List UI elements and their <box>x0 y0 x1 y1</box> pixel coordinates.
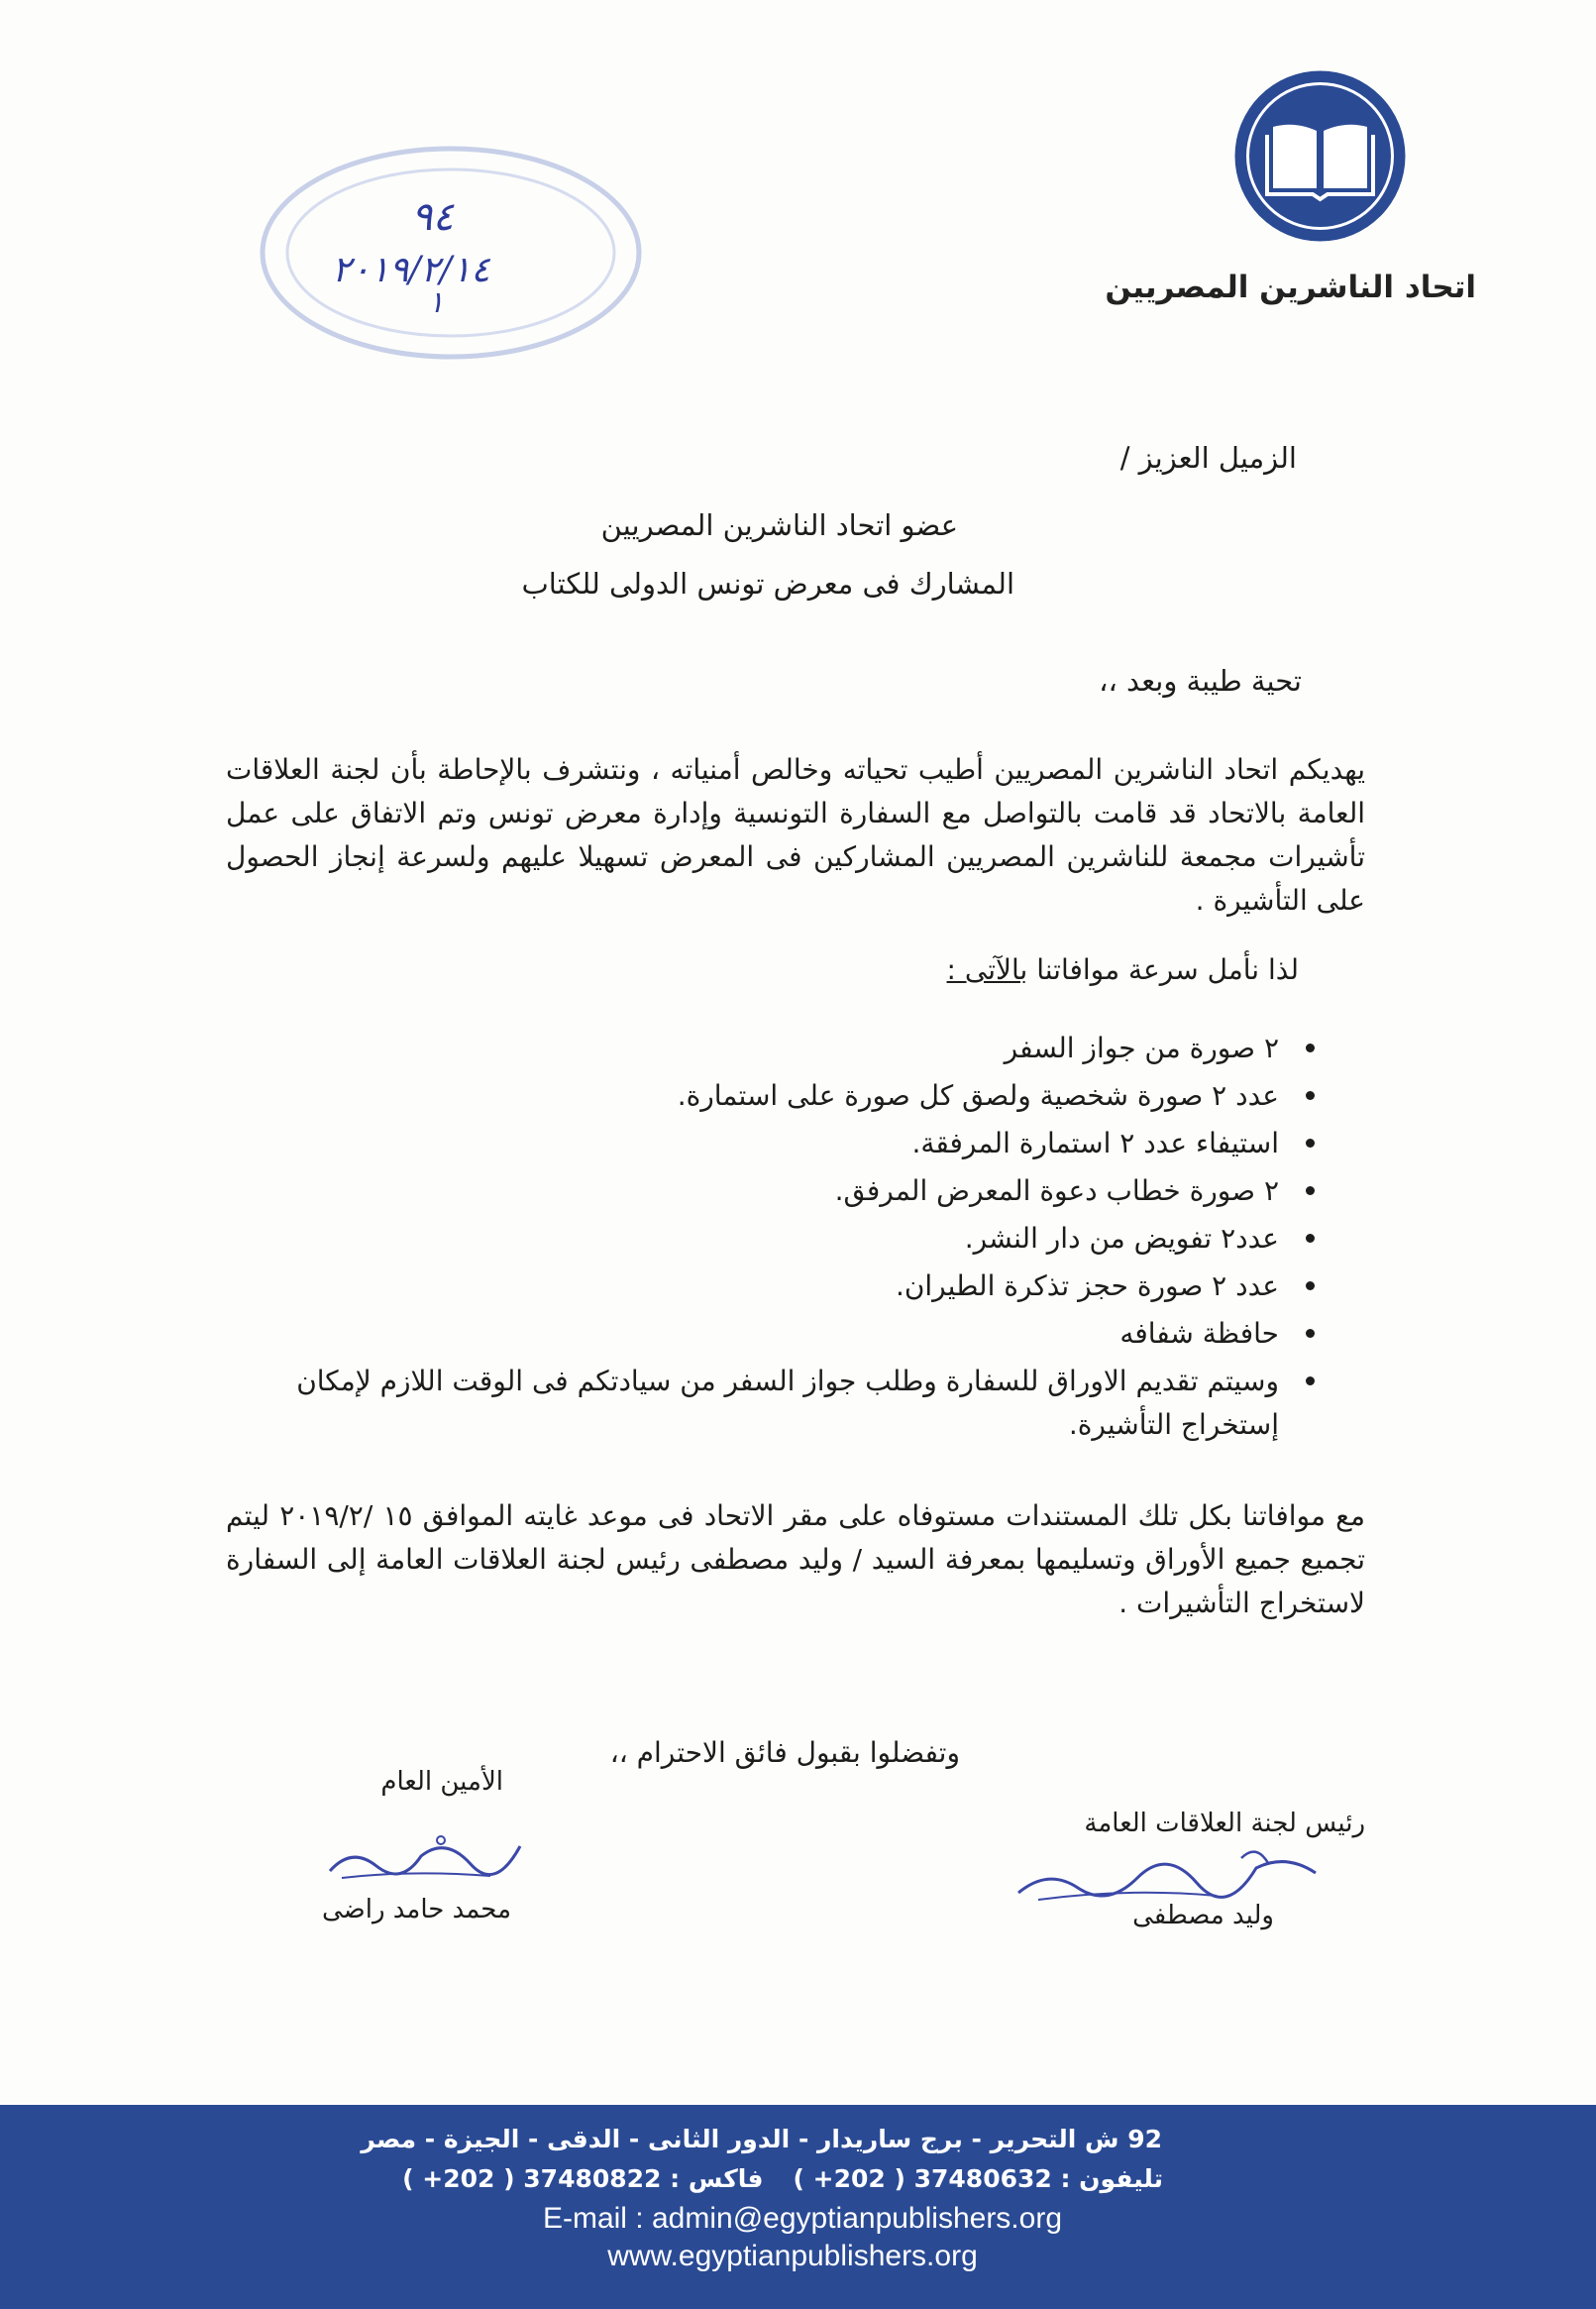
stamp-number: ٩٤ <box>411 194 454 240</box>
list-item: عدد ٢ صورة شخصية ولصق كل صورة على استمارة. <box>229 1074 1319 1118</box>
signature-left <box>322 1826 530 1886</box>
list-item: عدد٢ تفويض من دار النشر. <box>229 1217 1319 1261</box>
stamp-mark: ١ <box>428 285 445 320</box>
requirements-list <box>229 1027 1319 1451</box>
salutation: الزميل العزيز / <box>1119 441 1297 475</box>
organization-name: اتحاد الناشرين المصريين <box>1105 270 1476 305</box>
footer-address: 92 ش التحرير - برج ساريدار - الدور الثانى - الدقى - الجيزة - مصر <box>361 2125 1162 2153</box>
signatory-left-title: الأمين العام <box>380 1767 503 1797</box>
deadline-paragraph: مع موافاتنا بكل تلك المستندات مستوفاه على مقر الاتحاد فى موعد غايته الموافق ١٥ /٢٠١٩/٢ ليتم تجميع جميع الأوراق وتسليمها بمعرفة السيد / وليد مصطفى رئيس لجنة العلاقات العامة إلى السفارة لاستخراج التأشيرات . <box>226 1499 1365 1619</box>
intro-paragraph: يهديكم اتحاد الناشرين المصريين أطيب تحياته وخالص أمنياته ، ونتشرف بالإحاطة بأن لجنة العلاقات العامة بالاتحاد قد قامت بالتواصل مع السفارة التونسية وإدارة معرض تونس وتم الاتفاق على عمل تأشيرات مجمعة للناشرين المصريين المشاركين فى المعرض تسهيلا عليهم ولسرعة إنجاز الحصول على التأشيرة . <box>226 753 1365 917</box>
list-item: وسيتم تقديم الاوراق للسفارة وطلب جواز السفر من سيادتكم فى الوقت اللازم لإمكان إستخراج التأشيرة. <box>229 1360 1319 1447</box>
footer-email[interactable]: E-mail : admin@egyptianpublishers.org <box>542 2202 1063 2235</box>
footer-website[interactable]: www.egyptianpublishers.org <box>607 2240 978 2272</box>
request-lead-underlined: بالآتى : <box>946 953 1028 986</box>
stamp-date: ٢٠١٩/٢/١٤ <box>332 250 490 290</box>
recipient-line-2: المشارك فى معرض تونس الدولى للكتاب <box>521 567 1014 601</box>
footer-fax: فاكس : 37480822 ( 202+ ) <box>402 2164 764 2193</box>
signatory-right-title: رئيس لجنة العلاقات العامة <box>1084 1809 1365 1838</box>
footer-phones <box>271 2164 1163 2193</box>
list-item: استيفاء عدد ٢ استمارة المرفقة. <box>229 1122 1319 1165</box>
signature-right <box>1009 1838 1326 1908</box>
open-book-icon <box>1233 69 1407 243</box>
list-item: حافظة شفافه <box>229 1312 1319 1356</box>
request-lead <box>947 953 1299 986</box>
list-item: عدد ٢ صورة حجز تذكرة الطيران. <box>229 1264 1319 1308</box>
list-item: ٢ صورة من جواز السفر <box>229 1027 1319 1070</box>
signatory-left-name: محمد حامد راضى <box>321 1895 511 1924</box>
list-item: ٢ صورة خطاب دعوة المعرض المرفق. <box>229 1169 1319 1213</box>
greeting: تحية طيبة وبعد ،، <box>1099 664 1302 698</box>
recipient-line-1: عضو اتحاد الناشرين المصريين <box>600 508 958 542</box>
request-lead-text: لذا نأمل سرعة موافاتنا <box>1036 953 1299 986</box>
footer-phone: تليفون : 37480632 ( 202+ ) <box>793 2164 1163 2193</box>
signatory-right-name: وليد مصطفى <box>1132 1901 1274 1930</box>
closing-line: وتفضلوا بقبول فائق الاحترام ،، <box>609 1736 960 1769</box>
